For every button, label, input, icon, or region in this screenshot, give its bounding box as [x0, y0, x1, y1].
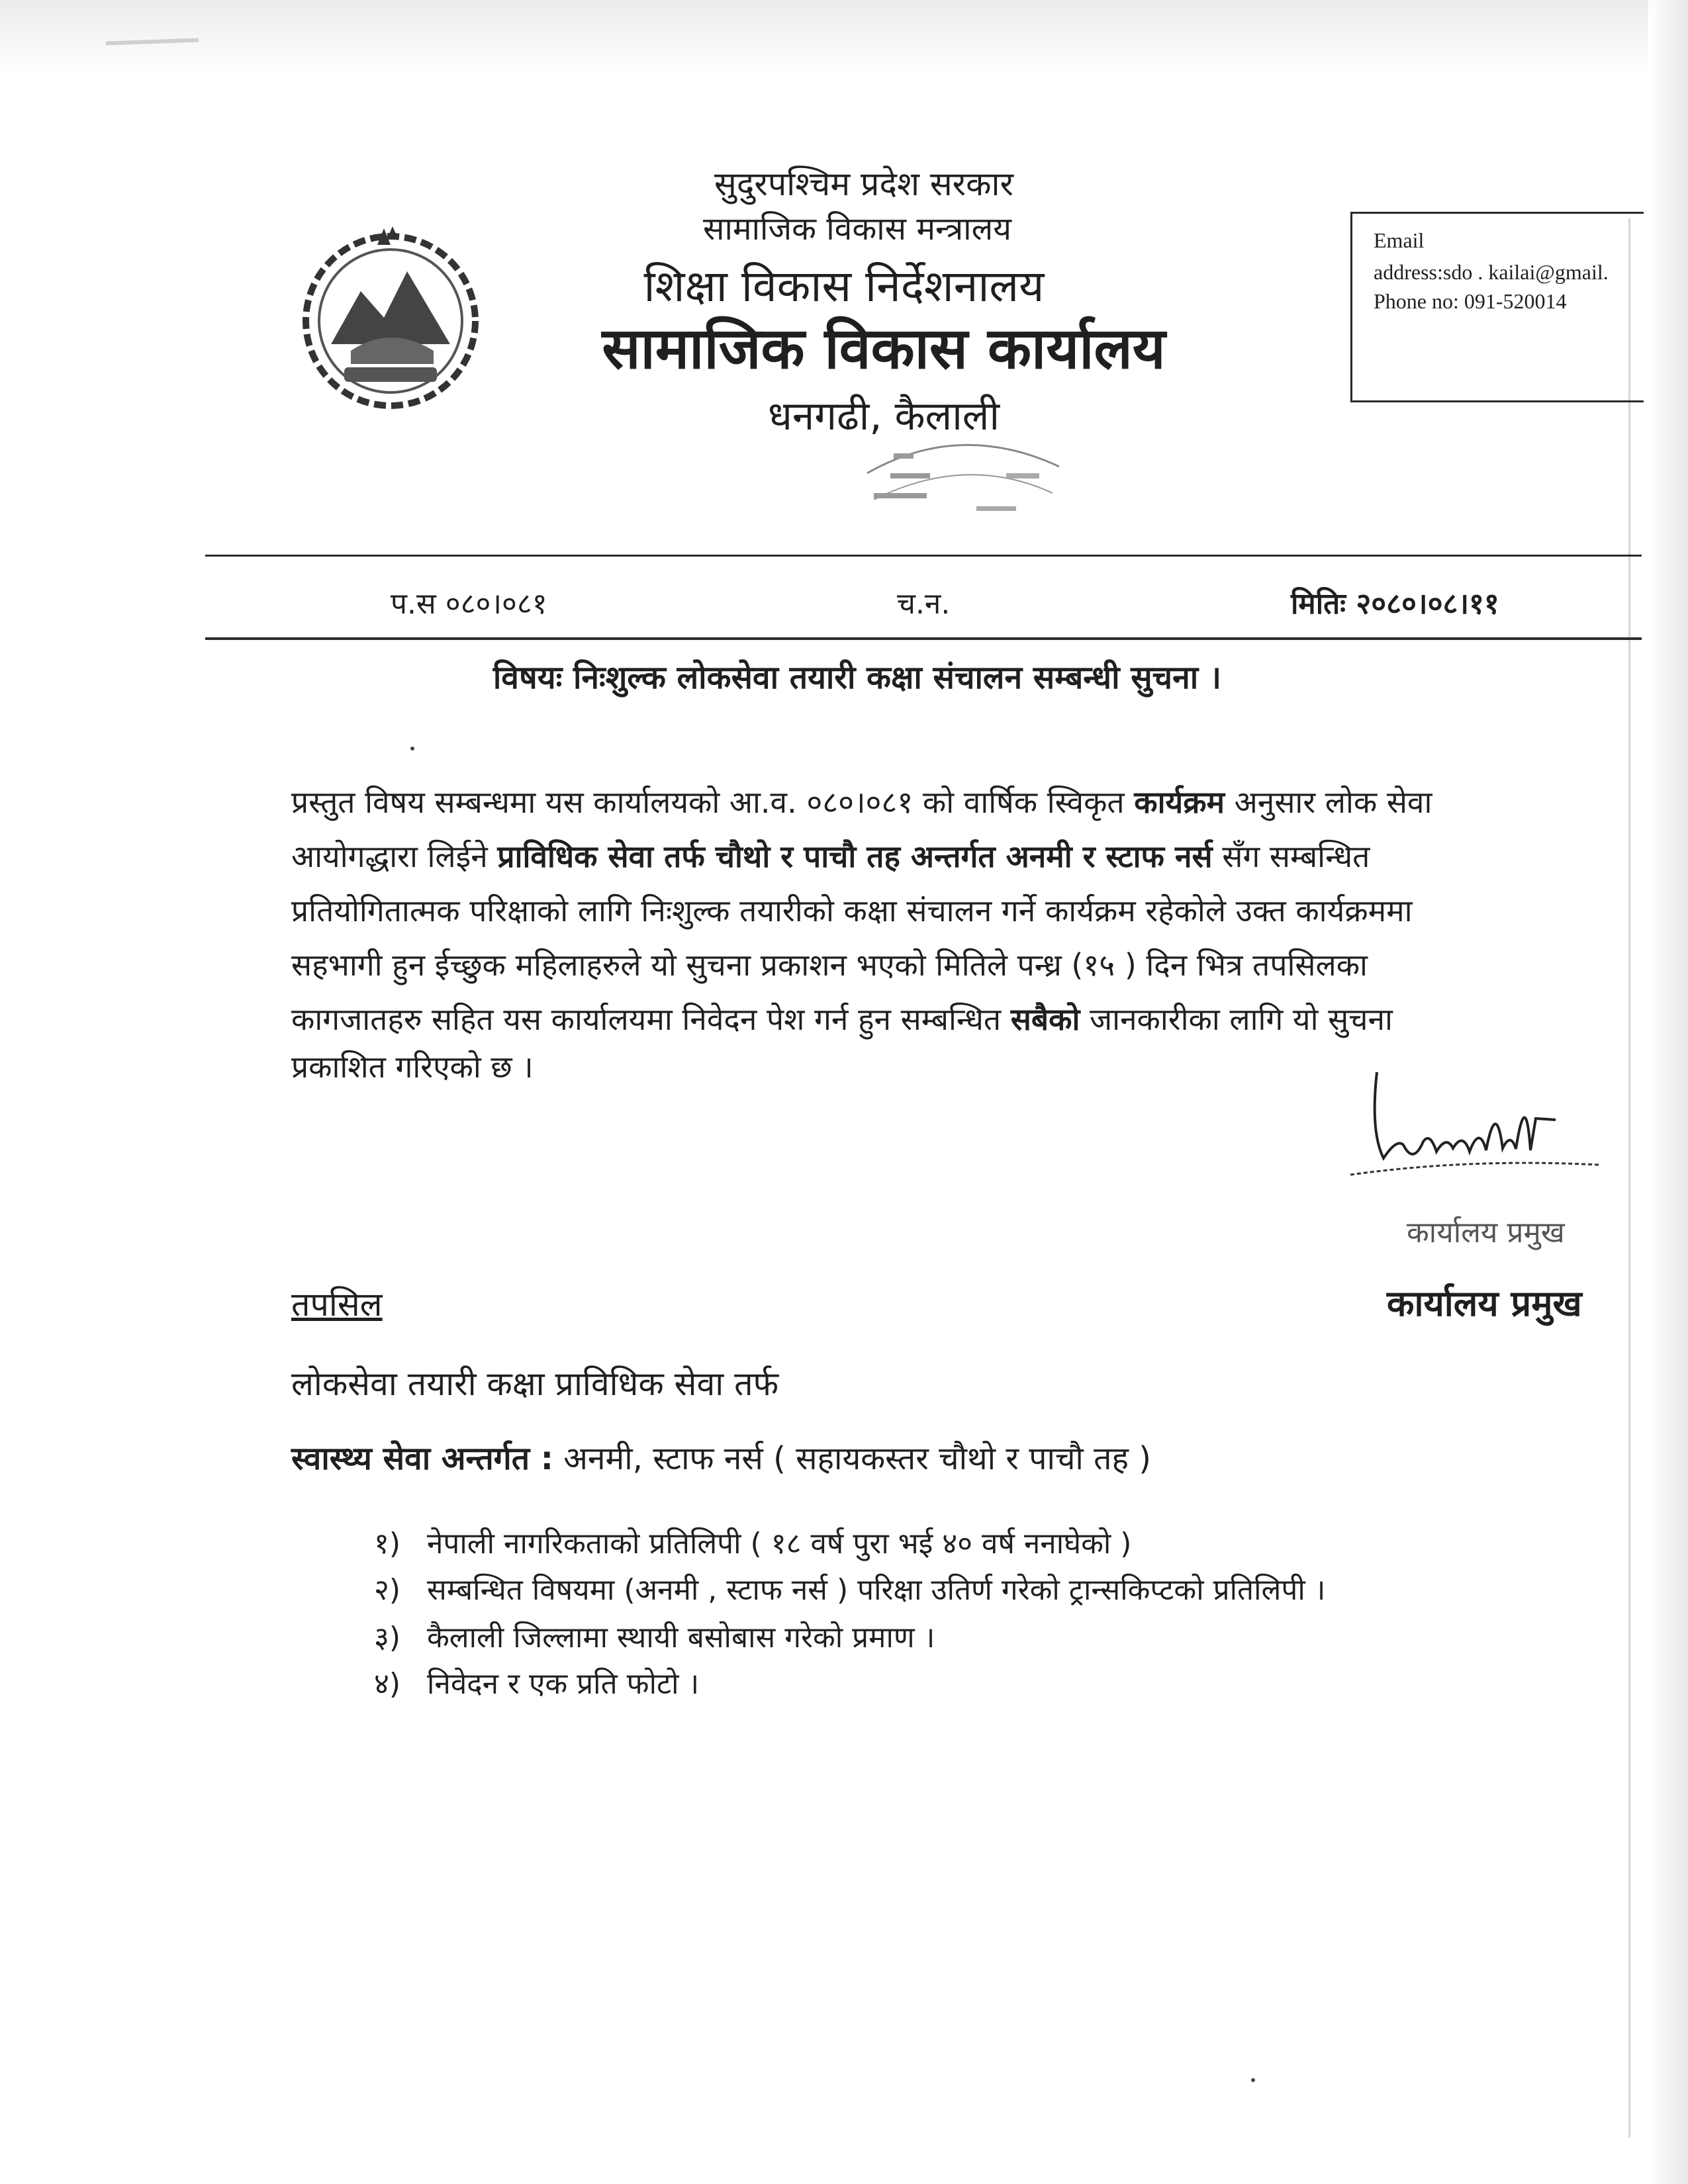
handwritten-signature — [1337, 1059, 1602, 1198]
list-item-text: सम्बन्धित विषयमा (अनमी , स्टाफ नर्स ) परिक्षा उतिर्ण गरेको ट्रान्सकिप्टको प्रतिलिपी । — [427, 1573, 1326, 1607]
header-office-name: सामाजिक विकास कार्यालय — [602, 316, 1166, 382]
tapsil-heading: तपसिल — [291, 1285, 383, 1324]
scan-edge-top — [0, 0, 1688, 73]
body-line-5 — [291, 998, 1393, 1039]
header-directorate: शिक्षा विकास निर्देशनालय — [643, 261, 1045, 312]
header-rule-bottom — [205, 637, 1642, 640]
section-sub-value: अनमी, स्टाफ नर्स ( सहायकस्तर चौथो र पाचौ तह ) — [553, 1440, 1151, 1477]
body-line-5-bold: सबैको — [1010, 1001, 1080, 1037]
section-subtitle — [291, 1436, 1151, 1479]
scan-dot — [410, 747, 414, 751]
header-rule-top — [205, 555, 1642, 557]
header-location: धनगढी, कैलाली — [768, 393, 1000, 439]
list-item-number: ४) — [374, 1667, 401, 1701]
signature-title: कार्यालय प्रमुख — [1387, 1283, 1582, 1324]
body-line-1 — [291, 781, 1432, 822]
list-item — [374, 1569, 1325, 1608]
body-line-1-pre: प्रस्तुत विषय सम्बन्धमा यस कार्यालयको आ.व. ०८०।०८१ को वार्षिक स्विकृत — [291, 784, 1135, 820]
list-item-text: निवेदन र एक प्रति फोटो । — [427, 1667, 700, 1701]
body-line-2-bold: प्राविधिक सेवा तर्फ चौथो र पाचौ तह अन्तर्गत अनमी र स्टाफ नर्स — [497, 839, 1213, 874]
contact-phone: Phone no: 091-520014 — [1374, 289, 1567, 313]
body-line-5-pre: कागजातहरु सहित यस कार्यालयमा निवेदन पेश गर्न हुन सम्बन्धित — [291, 1001, 1011, 1037]
section-sub-label: स्वास्थ्य सेवा अन्तर्गत : — [291, 1440, 553, 1477]
body-line-2-post: सँग सम्बन्धित — [1212, 839, 1370, 874]
list-item-text: नेपाली नागरिकताको प्रतिलिपी ( १८ वर्ष पुरा भई ४० वर्ष ननाघेको ) — [427, 1527, 1132, 1561]
section-title: लोकसेवा तयारी कक्षा प्राविधिक सेवा तर्फ — [291, 1365, 779, 1403]
list-item-number: २) — [374, 1573, 401, 1607]
office-seal-stamp — [854, 427, 1072, 526]
list-item-number: ३) — [374, 1621, 401, 1655]
body-line-6: प्रकाशित गरिएको छ । — [291, 1049, 534, 1085]
reference-date: मितिः २०८०।०८।११ — [1291, 587, 1499, 621]
list-item — [374, 1522, 1131, 1562]
contact-email: address:sdo . kailai@gmail. — [1374, 260, 1609, 284]
list-item-number: १) — [374, 1527, 401, 1561]
signature-caption: कार्यालय प्रमुख — [1407, 1216, 1565, 1250]
scan-line — [1628, 218, 1630, 2138]
contact-email-label: Email — [1374, 228, 1425, 252]
body-line-4: सहभागी हुन ईच्छुक महिलाहरुले यो सुचना प्रकाशन भएको मितिले पन्ध्र (१५ ) दिन भित्र तपसिलका — [291, 947, 1368, 983]
header-government: सुदुरपश्चिम प्रदेश सरकार — [714, 165, 1013, 203]
list-item — [374, 1616, 935, 1656]
subject-line: विषयः निःशुल्क लोकसेवा तयारी कक्षा संचालन सम्बन्धी सुचना । — [492, 659, 1222, 696]
reference-pa-sa: प.स ०८०।०८१ — [391, 587, 547, 621]
body-line-3: प्रतियोगितात्मक परिक्षाको लागि निःशुल्क तयारीको कक्षा संचालन गर्ने कार्यक्रम रहेकोले उक्त कार्यक्रममा — [291, 893, 1413, 929]
header-ministry: सामाजिक विकास मन्त्रालय — [703, 210, 1011, 248]
body-line-1-bold: कार्यक्रम — [1134, 784, 1225, 820]
body-line-2 — [291, 835, 1370, 876]
scan-dot — [1251, 2078, 1255, 2082]
body-line-5-post: जानकारीका लागि यो सुचना — [1080, 1001, 1393, 1037]
body-line-1-post: अनुसार लोक सेवा — [1225, 784, 1432, 820]
body-line-2-pre: आयोगद्धारा लिईने — [291, 839, 498, 874]
list-item-text: कैलाली जिल्लामा स्थायी बसोबास गरेको प्रमाण । — [427, 1621, 935, 1655]
reference-cha-na: च.न. — [897, 587, 951, 621]
list-item — [374, 1662, 699, 1702]
